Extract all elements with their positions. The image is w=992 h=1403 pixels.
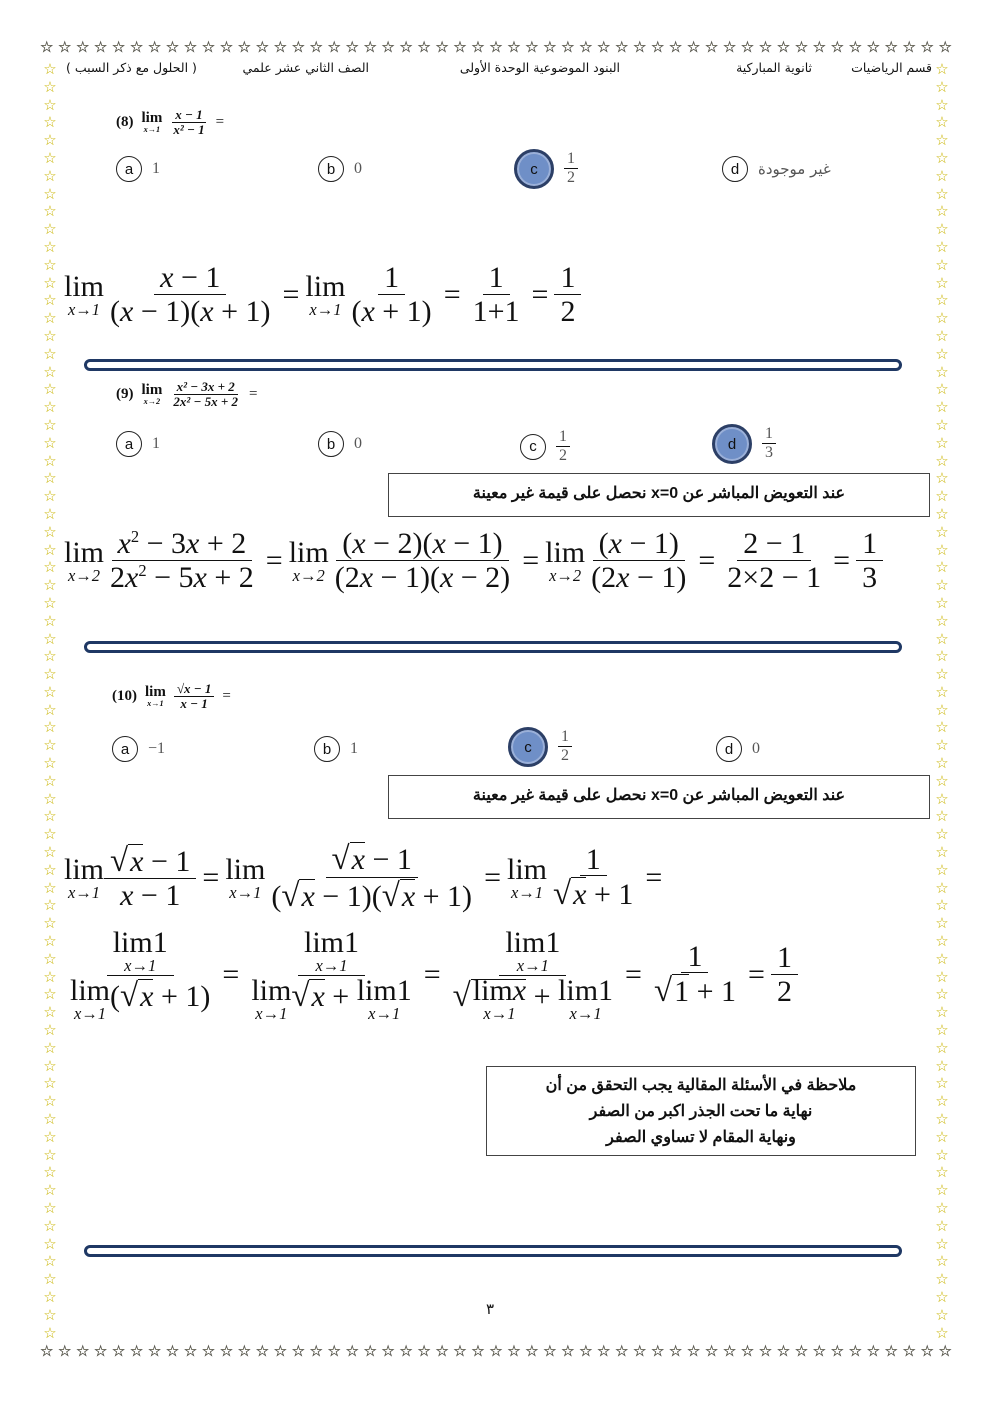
page-number: ٣ [486, 1300, 495, 1318]
q8-expression: $\frac{x - 1}{\text{x² − 1}}$ [173, 107, 205, 137]
header-department: قسم الرياضيات [851, 60, 932, 75]
remark-line-2: نهاية ما تحت الجذر اكبر من الصفر [589, 1103, 813, 1120]
remark-line-3: ونهاية المقام لا تساوي الصفر [606, 1129, 796, 1146]
q9-expression: $\frac{\text{x² − 3x + 2}}{\text{2x² − 5x + 2}}$ [173, 379, 239, 409]
header-title: البنود الموضوعية الوحدة الأولى [459, 60, 620, 75]
q10-expression: $\frac{√x - 1}{x - 1}$ [174, 682, 215, 711]
q10-option-b[interactable]: b 1 [314, 736, 358, 762]
remark-line-1: ملاحظة في الأسئلة المقالية يجب التحقق من أن [545, 1077, 857, 1094]
option-letter: c [508, 727, 548, 767]
lim-symbol: lim x→2 [141, 381, 163, 406]
q10-question: (10) lim x→1 $\frac{√x - 1}{x - 1}$ = [112, 681, 231, 711]
q8-question: (8) lim x→1 $\frac{x - 1}{\text{x² − 1}}$ = [116, 107, 225, 137]
option-letter: a [116, 431, 142, 457]
option-letter: d [716, 736, 742, 762]
option-letter: c [520, 434, 546, 460]
q10-option-d[interactable]: d 0 [716, 736, 760, 762]
q8-solution: lim x→1 $\frac{x - 1}{(x - 1)(x + 1)}$ = lim x→1 $\frac{1}{(x + 1)}$ = $\frac{1}{1+1}$ = $\frac{1}{2}$ [64, 262, 581, 328]
q8-option-a[interactable]: a 1 [116, 156, 160, 182]
q8-option-c-selected[interactable]: c $\frac{1}{2}$ [514, 149, 578, 189]
q10-solution-line2: lim1 x→1 lim x→1 (√x + 1) = lim1 x→1 lim x→1 √x + lim1 x→1 = lim1 x→1 √ limx x→1 + lim1 x→1 = $\frac{1}{√1 + 1}$ = $\frac{1}{2}$ [64, 928, 798, 1022]
star-border-bottom: ☆ ☆ ☆ ☆ ☆ ☆ ☆ ☆ ☆ ☆ ☆ ☆ ☆ ☆ ☆ ☆ ☆ ☆ ☆ ☆ ☆ ☆ ☆ ☆ ☆ ☆ ☆ ☆ ☆ ☆ ☆ ☆ ☆ ☆ ☆ ☆ ☆ ☆ ☆ ☆ ☆ ☆ ☆ ☆ ☆ ☆ ☆ ☆ ☆ ☆ ☆ [40, 1344, 952, 1360]
q10-note: عند التعويض المباشر عن x=0 نحصل على قيمة غير معينة [388, 775, 930, 819]
q9-option-d-selected[interactable]: d $\frac{1}{3}$ [712, 424, 776, 464]
remark-box [486, 1066, 916, 1156]
q9-option-a[interactable]: a 1 [116, 431, 160, 457]
option-letter: b [314, 736, 340, 762]
section-divider [84, 641, 902, 653]
star-border-top: ☆ ☆ ☆ ☆ ☆ ☆ ☆ ☆ ☆ ☆ ☆ ☆ ☆ ☆ ☆ ☆ ☆ ☆ ☆ ☆ ☆ ☆ ☆ ☆ ☆ ☆ ☆ ☆ ☆ ☆ ☆ ☆ ☆ ☆ ☆ ☆ ☆ ☆ ☆ ☆ ☆ ☆ ☆ ☆ ☆ ☆ ☆ ☆ ☆ ☆ ☆ [40, 40, 952, 56]
lim-symbol: lim x→1 [141, 109, 163, 134]
q9-solution: lim x→2 $\frac{x^2 - 3x + 2}{2x^2 - 5x + 2}$ = lim x→2 $\frac{(x - 2)(x - 1)}{(2x - 1)(x - 2)}$ = lim x→2 $\frac{(x - 1)}{(2x - 1)}$ = $\frac{2 - 1}{2\times 2 - 1}$ = $\frac{1}{3}$ [64, 528, 883, 594]
section-divider [84, 1245, 902, 1257]
q9-question: (9) lim x→2 $\frac{\text{x² − 3x + 2}}{\text{2x² − 5x + 2}}$ = [116, 379, 258, 409]
option-letter: a [112, 736, 138, 762]
star-border-right: ☆ ☆ ☆ ☆ ☆ ☆ ☆ ☆ ☆ ☆ ☆ ☆ ☆ ☆ ☆ ☆ ☆ ☆ ☆ ☆ ☆ ☆ ☆ ☆ ☆ ☆ ☆ ☆ ☆ ☆ ☆ ☆ ☆ ☆ ☆ ☆ ☆ ☆ ☆ ☆ ☆ ☆ ☆ ☆ ☆ ☆ ☆ ☆ ☆ ☆ ☆ ☆ ☆ ☆ ☆ ☆ ☆ ☆ ☆ ☆ ☆ ☆ ☆ ☆ ☆ ☆ ☆ ☆ ☆ ☆ ☆ ☆ [935, 62, 949, 1342]
q9-note: عند التعويض المباشر عن x=0 نحصل على قيمة غير معينة [388, 473, 930, 517]
q8-option-d[interactable]: d غير موجودة [722, 156, 831, 182]
q8-number: (8) [116, 113, 134, 130]
star-border-left: ☆ ☆ ☆ ☆ ☆ ☆ ☆ ☆ ☆ ☆ ☆ ☆ ☆ ☆ ☆ ☆ ☆ ☆ ☆ ☆ ☆ ☆ ☆ ☆ ☆ ☆ ☆ ☆ ☆ ☆ ☆ ☆ ☆ ☆ ☆ ☆ ☆ ☆ ☆ ☆ ☆ ☆ ☆ ☆ ☆ ☆ ☆ ☆ ☆ ☆ ☆ ☆ ☆ ☆ ☆ ☆ ☆ ☆ ☆ ☆ ☆ ☆ ☆ ☆ ☆ ☆ ☆ ☆ ☆ ☆ ☆ ☆ [43, 62, 57, 1342]
option-letter: d [722, 156, 748, 182]
option-letter: c [514, 149, 554, 189]
q10-option-a[interactable]: a −1 [112, 736, 165, 762]
q9-number: (9) [116, 385, 134, 402]
q9-option-b[interactable]: b 0 [318, 431, 362, 457]
q10-solution-line1: lim x→1 $\frac{√x - 1}{x - 1}$ = lim x→1 $\frac{√x - 1}{(√x - 1)(√x + 1)}$ = lim x→1 $\frac{1}{√x + 1}$ = [64, 841, 663, 914]
header-subtitle: ( الحلول مع ذكر السبب ) [66, 60, 197, 75]
lim-symbol: lim x→1 [145, 683, 166, 708]
option-letter: d [712, 424, 752, 464]
option-letter: a [116, 156, 142, 182]
q8-option-b[interactable]: b 0 [318, 156, 362, 182]
q10-option-c-selected[interactable]: c $\frac{1}{2}$ [508, 727, 572, 767]
header-school: ثانوية المباركية [736, 60, 812, 75]
option-letter: b [318, 156, 344, 182]
section-divider [84, 359, 902, 371]
q10-number: (10) [112, 687, 137, 704]
header-grade: الصف الثاني عشر علمي [242, 60, 369, 75]
option-letter: b [318, 431, 344, 457]
q9-option-c[interactable]: c $\frac{1}{2}$ [520, 429, 570, 464]
